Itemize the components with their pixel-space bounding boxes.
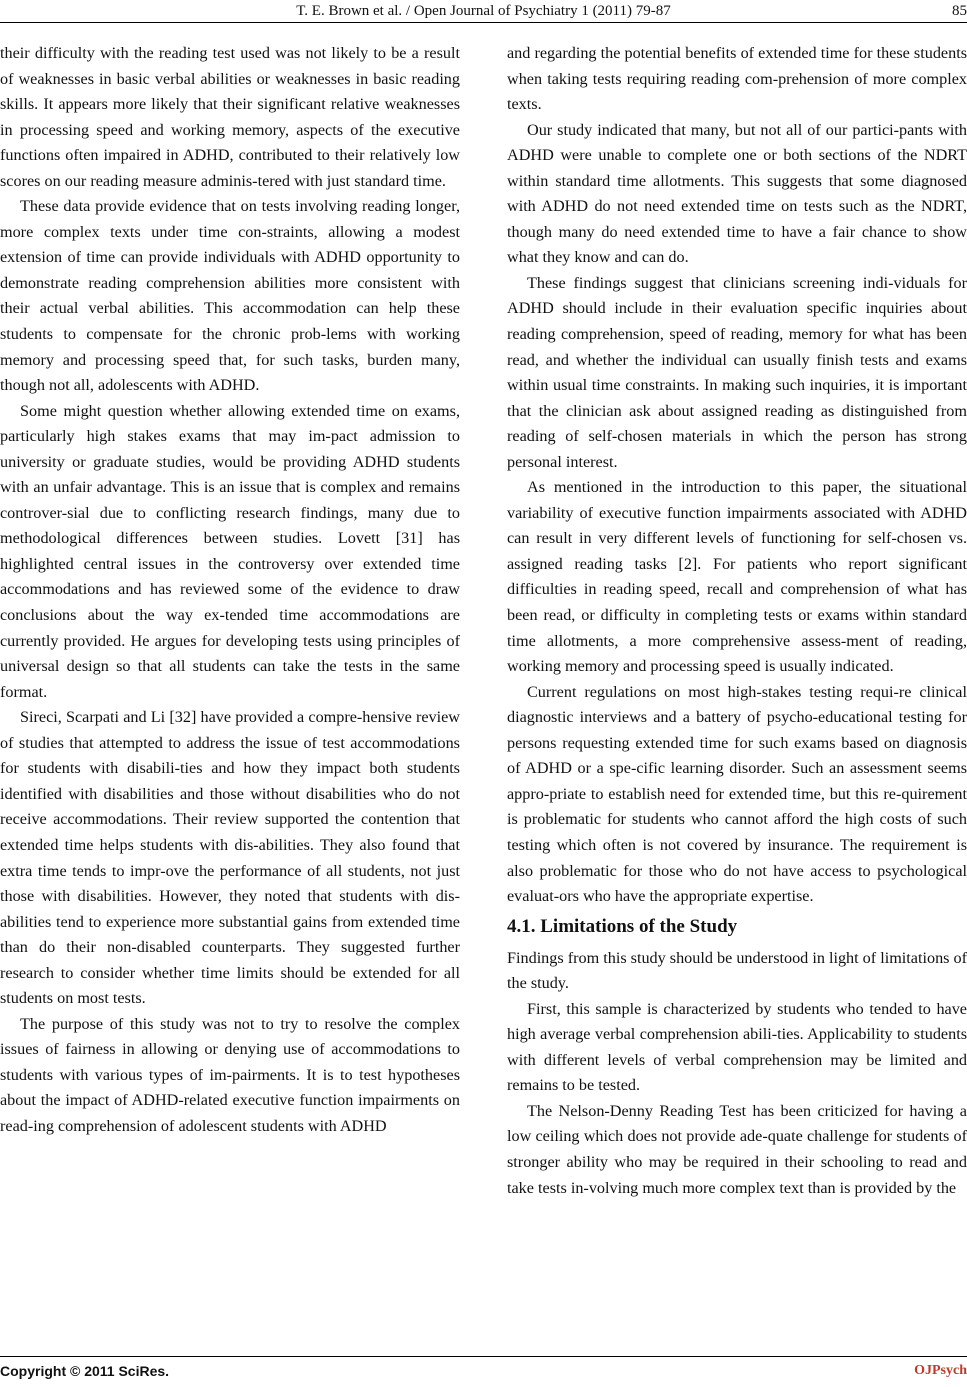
paragraph: Some might question whether allowing extended time on exams, particularly high stakes exams that may im-pact admission to university or graduate studies, would be providing ADHD students with an unfair advantage. This is an issue that is complex and remains controver-sial due to conflicting research findings, many due to methodological differences between studies. Lovett [31] has highlighted central issues in the controversy over extended time accommodations and has reviewed some of the evidence to draw conclusions about the way ex-tended time accommodations are currently provided. He argues for developing tests using principles of universal design so that all students can take the tests in the same format.	[0, 401, 460, 701]
paragraph: As mentioned in the introduction to this paper, the situational variability of executive function impairments associated with ADHD can result in very different levels of functioning for self-chosen vs. assigned reading tasks [2]. For patients who report significant difficulties in reading speed, recall and comprehension of what has been read, or difficulty in completing tests or exams within standard time allotments, a more comprehensive assess-ment of reading, working memory and processing speed is usually indicated.	[507, 478, 967, 676]
right-column	[507, 41, 967, 1201]
running-header: T. E. Brown et al. / Open Journal of Psychiatry 1 (2011) 79-87	[296, 3, 671, 19]
paragraph: Findings from this study should be understood in light of limitations of the study.	[507, 948, 967, 993]
paragraph: These data provide evidence that on tests involving reading longer, more complex texts under time con-straints, allowing a modest extension of time can provide individuals with ADHD opportunity to demonstrate reading comprehension abilities more consistent with their actual verbal abilities. This accommodation can help these students to compensate for the chronic prob-lems with working memory and processing speed that, for such tasks, burden many, though not all, adolescents with ADHD.	[0, 197, 460, 395]
journal-abbreviation: OJPsych	[914, 1363, 967, 1378]
paragraph: Current regulations on most high-stakes testing requi-re clinical diagnostic interviews and a battery of psycho-educational testing for persons requesting extended time for such exams based on diagnosis of ADHD or a spe-cific learning disorder. Such an assessment seems appro-priate to establish need for extended time, but this re-quirement is problematic for students who cannot afford the high costs of such testing which often is not covered by insurance. The requirement is also problematic for those who do not have access to psychological evaluat-ors who have the appropriate expertise.	[507, 682, 967, 906]
paragraph: The purpose of this study was not to try to resolve the complex issues of fairness in allowing or denying use of accommodations to students with various types of im-pairments. It is to test hypotheses about the impact of ADHD-related executive function impairments on read-ing comprehension of adolescent students with ADHD	[0, 1014, 460, 1135]
paragraph: and regarding the potential benefits of extended time for these students when taking tests requiring reading com-prehension of more complex texts.	[507, 44, 967, 114]
page-footer	[0, 1356, 967, 1387]
paragraph: First, this sample is characterized by students who tended to have high average verbal comprehension abili-ties. Applicability to students with different levels of verbal comprehension may be limited and remains to be tested.	[507, 999, 967, 1095]
left-column	[0, 41, 460, 1140]
paragraph: Our study indicated that many, but not all of our partici-pants with ADHD were unable to complete one or both sections of the NDRT within standard time allotments. This suggests that some diagnosed with ADHD do not need extended time on tests such as the NDRT, though many do need extended time to have a fair chance to show what they know and can do.	[507, 120, 967, 267]
paragraph: The Nelson-Denny Reading Test has been criticized for having a low ceiling which does not provide ade-quate challenge for students of stronger ability who may be required in their schooling to read and take tests in-volving much more complex text than is provided by the	[507, 1101, 967, 1197]
page-header	[0, 0, 967, 23]
paragraph: Sireci, Scarpati and Li [32] have provided a compre-hensive review of studies that attempted to address the issue of test accommodations for students with disabili-ties and how they impact both students identified with disabilities and those without disabilities who do not receive accommodations. Their review supported the contention that extended time helps students with dis-abilities. They also found that extra time tends to impr-ove the performance of all students, not just those with disabilities. However, they noted that students with dis-abilities tend to experience more substantial gains from extended time than do their non-disabled counterparts. They suggested further research to consider whether time limits should be extended for all students on most tests.	[0, 708, 460, 1008]
section-heading: 4.1. Limitations of the Study	[507, 915, 738, 937]
paragraph: These findings suggest that clinicians screening indi-viduals for ADHD should include in their evaluation specific inquiries about reading comprehension, speed of reading, memory for what has been read, and whether the individual can usually finish tests and exams within usual time constraints. In making such inquiries, it is important that the clinician ask about assigned reading as distinguished from reading of self-chosen materials in which the person has strong personal interest.	[507, 273, 967, 471]
paragraph: their difficulty with the reading test used was not likely to be a result of weaknesses in basic verbal abilities or weaknesses in basic reading skills. It appears more likely that their significant relative weaknesses in processing speed and working memory, aspects of the executive functions often impaired in ADHD, contributed to their relatively low scores on our reading measure adminis-tered with just standard time.	[0, 44, 460, 190]
copyright-notice: Copyright © 2011 SciRes.	[0, 1363, 170, 1379]
page-number: 85	[952, 3, 967, 19]
